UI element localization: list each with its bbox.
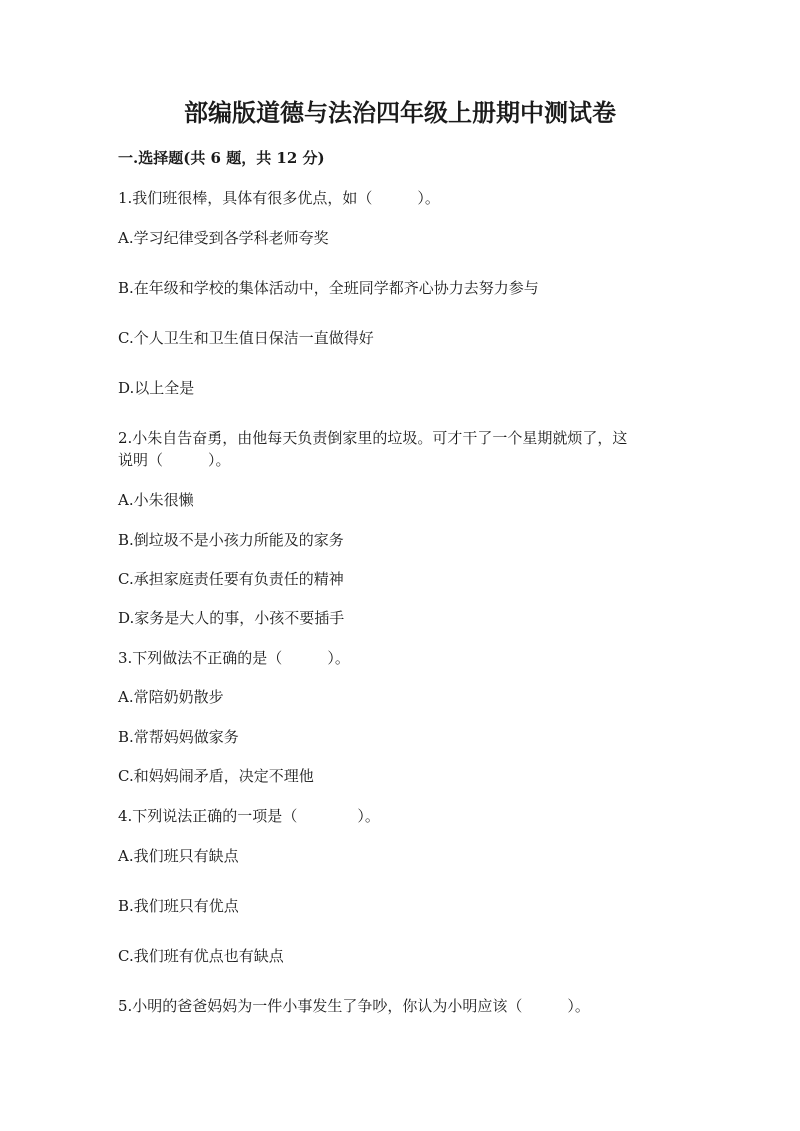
question-4-option-a: A.我们班只有缺点 xyxy=(118,847,239,865)
section-heading: 一.选择题(共 6 题，共 12 分) xyxy=(118,149,325,167)
question-4-stem: 4.下列说法正确的一项是（ ）。 xyxy=(118,807,380,825)
question-1-option-a: A.学习纪律受到各学科老师夸奖 xyxy=(118,229,329,247)
question-4-option-c: C.我们班有优点也有缺点 xyxy=(118,947,284,965)
question-1-stem: 1.我们班很棒，具体有很多优点，如（ ）。 xyxy=(118,189,440,207)
question-5-stem: 5.小明的爸爸妈妈为一件小事发生了争吵，你认为小明应该（ ）。 xyxy=(118,997,590,1015)
question-2-option-a: A.小朱很懒 xyxy=(118,491,194,509)
question-2-option-d: D.家务是大人的事，小孩不要插手 xyxy=(118,609,345,627)
question-3-option-b: B.常帮妈妈做家务 xyxy=(118,728,239,746)
question-1-option-b: B.在年级和学校的集体活动中，全班同学都齐心协力去努力参与 xyxy=(118,279,539,297)
question-2-option-b: B.倒垃圾不是小孩力所能及的家务 xyxy=(118,531,344,549)
question-2-option-c: C.承担家庭责任要有负责任的精神 xyxy=(118,570,344,588)
question-3-option-c: C.和妈妈闹矛盾，决定不理他 xyxy=(118,767,314,785)
question-3-stem: 3.下列做法不正确的是（ ）。 xyxy=(118,649,350,667)
question-2-stem-line-2: 说明（ ）。 xyxy=(118,451,231,469)
question-1-option-d: D.以上全是 xyxy=(118,379,195,397)
question-1-option-c: C.个人卫生和卫生值日保洁一直做得好 xyxy=(118,329,374,347)
question-3-option-a: A.常陪奶奶散步 xyxy=(118,688,224,706)
exam-title: 部编版道德与法治四年级上册期中测试卷 xyxy=(184,98,616,127)
question-2-stem-line-1: 2.小朱自告奋勇，由他每天负责倒家里的垃圾。可才干了一个星期就烦了，这 xyxy=(118,429,628,447)
question-4-option-b: B.我们班只有优点 xyxy=(118,897,239,915)
